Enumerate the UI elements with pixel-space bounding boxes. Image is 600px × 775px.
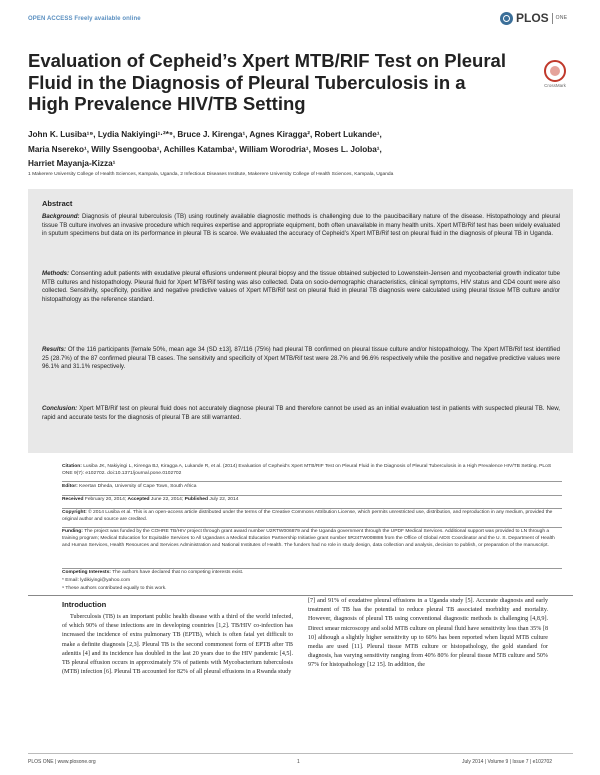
- copyright: [62, 510, 562, 524]
- editor-label: Editor:: [62, 484, 78, 489]
- citation-text: Lusiba JK, Nakiyingi L, Kirenga BJ, Kiragga A, Lukande R, et al. (2014) Evaluation of Cepheid’s Xpert MTB/RIF Test on Pleural Fluid in the Diagnosis of Pleural Tuberculosis in a High Prevalence HIV/TB Setting. PLoS ONE 9(7): e102702. doi:10.1371/journal.pone.0102702: [62, 464, 552, 476]
- results-text: Of the 116 participants [female 50%, mean age 34 (SD ±13], 87/116 (75%) had pleural TB confirmed on pleural tissue culture and/or histopathology. The Xpert MTB/Rif test identified 25 (28.7%) of the 87 confirmed pleural TB cases. The sensitivity and specificity of Xpert MTB/Rif test were 28.7% and 96.6% respectively while the positive and negative predictive values were 96.1% and 31.1% respectively.: [42, 346, 560, 371]
- crossmark-badge[interactable]: [530, 60, 580, 88]
- received-label: Received: [62, 497, 84, 502]
- section-divider: [28, 595, 573, 596]
- plos-logo-icon: [500, 12, 513, 25]
- citation: [62, 464, 562, 478]
- published-label: Published: [184, 497, 209, 502]
- abstract-methods: [42, 270, 560, 304]
- equal-contribution-note: ⁹ These authors contributed equally to this work.: [62, 586, 167, 591]
- author-list: [28, 128, 568, 172]
- abstract-background: [42, 213, 560, 239]
- authors-line: Maria Nsereko¹, Willy Ssengooba¹, Achilles Katamba¹, William Worodria¹, Moses L. Joloba¹,: [28, 144, 382, 154]
- footer-journal[interactable]: PLOS ONE | www.plosone.org: [28, 759, 96, 765]
- introduction-left-column: [62, 613, 293, 677]
- competing-label: Competing Interests:: [62, 570, 111, 575]
- authors-line: Harriet Mayanja-Kizza¹: [28, 159, 116, 168]
- meta-divider: [62, 481, 562, 482]
- results-label: Results:: [42, 346, 67, 353]
- meta-divider: [62, 495, 562, 496]
- conclusion-text: Xpert MTB/Rif test on pleural fluid does not accurately diagnose pleural TB and therefore cannot be used as an initial evaluation test in patients with suspected pleural TB. New, rapid and accurate tests for the diagnosis of pleural TB are still warranted.: [42, 405, 560, 421]
- authors-line: John K. Lusiba¹⁹, Lydia Nakiyingi¹·²*⁹, Bruce J. Kirenga¹, Agnes Kiragga², Robert Lukande¹,: [28, 130, 382, 139]
- affiliations: 1 Makerere University College of Health Sciences, Kampala, Uganda, 2 Infectious Diseases Institute, Makerere University College of Health Sciences, Kampala, Uganda: [28, 172, 394, 177]
- introduction-left-text: Tuberculosis (TB) is an important public health disease with a third of the world infected, of which 90% of these infections are in developing countries [1,2]. TB/HIV co-infection has increased the incidence of extra pulmonary TB (EPTB), which is often fatal yet difficult to make a definite diagnosis [2,3]. Pleural TB is the second commonest form of EPTB after TB adenitis [4] and its incidence has doubled in the last 20 years due to the HIV pandemic [4,5]. TB pleural effusion occurs in approximately 5% of patients with Mycobacterium tuberculosis (MTB) infection [6]. Pleural TB accounted for 82% of all pleural effusions in a Rwanda study: [62, 614, 293, 676]
- abstract-conclusion: [42, 405, 560, 422]
- plos-one-logo[interactable]: [500, 10, 580, 26]
- meta-divider: [62, 568, 562, 569]
- introduction-heading: Introduction: [62, 600, 107, 609]
- logo-divider: [552, 13, 553, 24]
- dates: [62, 497, 562, 504]
- crossmark-icon: [544, 60, 566, 82]
- competing-interests: [62, 570, 562, 577]
- editor-text: Keertan Dheda, University of Cape Town, South Africa: [79, 484, 197, 489]
- received-date: February 20, 2014;: [84, 497, 127, 502]
- plos-journal-text: ONE: [555, 15, 568, 21]
- plos-logo-text: PLOS: [516, 11, 549, 25]
- accepted-label: Accepted: [127, 497, 150, 502]
- article-title: Evaluation of Cepheid’s Xpert MTB/RIF Test on Pleural Fluid in the Diagnosis of Pleural Tuberculosis in a High Prevalence HIV/TB Setting: [28, 50, 506, 114]
- footer-divider: [28, 753, 573, 754]
- introduction-right-text: [7] and 91% of exudative pleural effusions in a Uganda study [5]. Accurate diagnosis and early treatment of TB has the potential to reduce pleural TB associated morbidity and mortality. However, diagnosis of pleural TB using conventional diagnostic methods is challenging [4,8,9]. Direct smear microscopy and solid MTB culture on pleural fluid have sensitivity less than 35% [8 10] although a slightly higher sensitivity up to 60% has been reported when liquid MTB culture media are used [11]. Pleural tissue MTB culture or histopathology, the gold standard for diagnosis, has varying sensitivity ranging from 40% 80% for pleural tissue MTB culture and 50% 97% for histopathology [12 15]. In addition, the: [308, 598, 548, 669]
- funding-text: The project was funded by the COHRE TB/HIV project through grant award number U2RTW006879 and the Uganda government through the UPDF Medical Services. Additional support was provided to LN through a training program; Medical Education for Equitable Services to All Ugandans a Medical Education Partnership Initiative grant number 5R24TW008886 from the Office of Global AIDS Coordinator and the U. S. Department of Health and Human Services, Health Resources and Services Administration and National Institutes of Health. The funders had no role in study design, data collection and analysis, decision to publish, or preparation of the manuscript.: [62, 529, 555, 548]
- accepted-date: June 22, 2014;: [150, 497, 184, 502]
- funding-label: Funding:: [62, 529, 83, 534]
- open-access-banner: OPEN ACCESS Freely available online: [28, 16, 141, 22]
- funding: [62, 529, 562, 549]
- copyright-text: © 2014 Lusiba et al. This is an open-access article distributed under the terms of the Creative Commons Attribution License, which permits unrestricted use, distribution, and reproduction in any medium, provided the original author and source are credited.: [62, 510, 553, 522]
- abstract-heading: Abstract: [42, 199, 73, 208]
- copyright-label: Copyright:: [62, 510, 87, 515]
- footer-issue: July 2014 | Volume 9 | Issue 7 | e102702: [462, 759, 553, 765]
- corresponding-email[interactable]: * Email: lydikiyingi@yahoo.com: [62, 578, 131, 583]
- published-date: July 22, 2014: [209, 497, 239, 502]
- competing-text: The authors have declared that no competing interests exist.: [112, 570, 244, 575]
- crossmark-label: CrossMark: [544, 83, 566, 88]
- conclusion-label: Conclusion:: [42, 405, 78, 412]
- introduction-right-column: [308, 597, 548, 671]
- abstract-results: [42, 346, 560, 372]
- background-text: Diagnosis of pleural tuberculosis (TB) using routinely available diagnostic methods is challenging due to the paucibacillary nature of the disease. Histopathology and pleural tissue TB culture involves an invasive procedure which requires expertise and appropriate equipment, both often unavailable in many health units. Xpert MTB/Rif test has been widely evaluated in sputum specimens but data on its performance in pleural TB is scarce. We evaluated the accuracy of Cepheid’s Xpert MTB/Rif test on pleural fluid in the diagnosis of pleural TB in Uganda.: [42, 213, 560, 238]
- footer-page-number: 1: [297, 759, 300, 765]
- meta-divider: [62, 508, 562, 509]
- background-label: Background:: [42, 213, 80, 220]
- editor: [62, 484, 562, 491]
- meta-divider: [62, 527, 562, 528]
- methods-label: Methods:: [42, 270, 70, 277]
- methods-text: Consenting adult patients with exudative pleural effusions underwent pleural biopsy and the tissue obtained subjected to Lowenstein-Jensen and mycobacterial growth indicator tube MTB cultures and histopathology. Pleural fluid for Xpert MTB/Rif testing was also collected. Data on socio-demographic characteristics, clinical symptoms, HIV status and CD4 count were also collected. Sensitivity, specificity, positive and negative predictive values of Xpert MTB/Rif test on pleural fluid in pleural TB diagnosis were calculated using pleural tissue MTB culture and/or histopathology as the reference standard.: [42, 270, 560, 303]
- citation-label: Citation:: [62, 464, 82, 469]
